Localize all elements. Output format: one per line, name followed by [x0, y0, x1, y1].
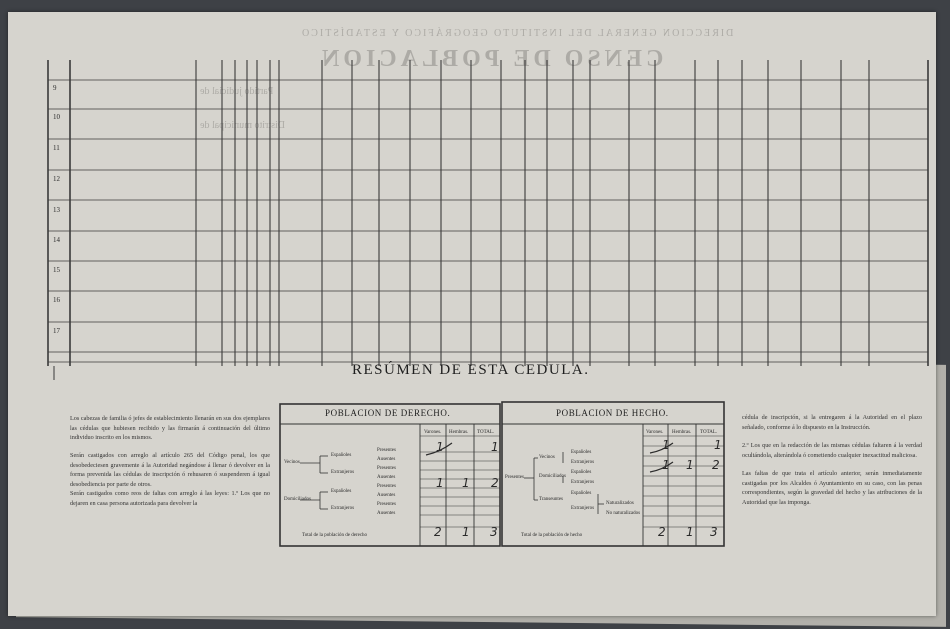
hecho-naturalizados: Naturalizados [606, 501, 634, 506]
derecho-presentes-2: Presentes [377, 466, 396, 471]
hecho-extranjeros-1: Extranjeros [571, 460, 595, 465]
hecho-total-varones: 2 [658, 525, 666, 539]
hecho-hw-varones-2: 1 [662, 458, 670, 472]
hecho-vecinos: Vecinos [539, 455, 555, 460]
row-number: 15 [53, 266, 60, 274]
hecho-espanoles-2: Españoles [571, 470, 592, 475]
bleed-through-header: DIRECCION GENERAL DEL INSTITUTO GEOGRÁFICO Y ESTADÍSTICO [300, 28, 734, 39]
row-number: 13 [53, 206, 60, 214]
hecho-extranjeros-3: Extranjeros [571, 506, 595, 511]
derecho-total-total: 3 [490, 525, 498, 539]
derecho-hw-total-2: 2 [491, 476, 499, 490]
hecho-hw-varones-1: 1 [662, 438, 670, 452]
bleed-through-distrito: Distrito municipal de [200, 120, 285, 131]
hecho-total-label: Total de la población de hecho [521, 533, 583, 538]
derecho-presentes-4: Presentes [377, 502, 396, 507]
derecho-extranjeros-1: Extranjeros [331, 470, 355, 475]
hecho-col-total: TOTAL. [700, 430, 718, 435]
hecho-espanoles-3: Españoles [571, 491, 592, 496]
hecho-hw-hembras-2: 1 [686, 458, 694, 472]
derecho-hw-hembras-2: 1 [462, 476, 470, 490]
hecho-transeuntes: Transeuntes [539, 497, 563, 502]
derecho-presentes-1: Presentes [377, 448, 396, 453]
derecho-espanoles-2: Españoles [331, 489, 352, 494]
bleed-through-title: CENSO DE POBLACION [318, 46, 664, 72]
row-number: 14 [53, 236, 60, 244]
hecho-presentes: Presentes [505, 475, 524, 480]
row-number: 9 [53, 84, 57, 92]
hecho-espanoles-1: Españoles [571, 450, 592, 455]
row-number: 16 [53, 296, 60, 304]
hecho-header: POBLACION DE HECHO. [556, 408, 669, 418]
derecho-total-varones: 2 [434, 525, 442, 539]
derecho-total-label: Total de la población de derecho [302, 533, 368, 538]
derecho-header: POBLACION DE DERECHO. [325, 408, 451, 418]
bleed-through-partido: Partido judicial de [200, 86, 274, 97]
derecho-hw-total-1: 1 [491, 440, 499, 454]
derecho-col-varones: Varones. [424, 430, 442, 435]
derecho-hw-varones-2: 1 [436, 476, 444, 490]
derecho-presentes-3: Presentes [377, 484, 396, 489]
right-instruction-1: cédula de inscripción, si la entregaren á la Autoridad en el plazo señalado, conforme á lo dispuesto en la Instrucción. [742, 414, 922, 431]
derecho-extranjeros-2: Extranjeros [331, 506, 355, 511]
row-number: 12 [53, 175, 60, 183]
right-instruction-3: Las faltas de que trata el artículo anterior, serán inmediatamente castigadas por los Alcaldes ó Ayuntamiento en su caso, con las penas correspondientes, según la gravedad del hecho y las atribuciones de la Autoridad que las imponga. [742, 470, 922, 506]
row-number: 17 [53, 327, 60, 335]
derecho-col-total: TOTAL. [477, 430, 495, 435]
hecho-col-varones: Varones. [646, 430, 664, 435]
derecho-ausentes-2: Ausentes [377, 475, 396, 480]
hecho-hw-total-1: 1 [714, 438, 722, 452]
derecho-hw-varones-1: 1 [436, 440, 444, 454]
hecho-no-naturalizados: No naturalizados [606, 511, 641, 516]
hecho-total-hembras: 1 [686, 525, 694, 539]
hecho-col-hembras: Hembras. [672, 430, 692, 435]
hecho-domiciliados: Domiciliados [539, 474, 566, 479]
right-instruction-2: 2.º Los que en la redacción de las mismas cédulas faltaren á la verdad ocultándola, alterándola ó cometiendo cualquier inexactitud maliciosa. [742, 442, 922, 459]
left-instruction-3: Serán castigados como reos de faltas con arreglo á las leyes: 1.º Los que no dejaren en casa persona autorizada para devolver la [70, 490, 270, 507]
derecho-vecinos: Vecinos [284, 460, 300, 465]
left-instruction-2: Serán castigados con arreglo al artículo 265 del Código penal, los que desobedeciesen gravemente á la Autoridad negándose á llenar ó devolver en la forma prevenida las cédulas de inscripción ó rehusaren ó suspenderen á igual desobediencia por parte de otros. [70, 452, 270, 488]
derecho-ausentes-4: Ausentes [377, 511, 396, 516]
derecho-col-hembras: Hembras. [449, 430, 469, 435]
hecho-hw-total-2: 2 [712, 458, 720, 472]
derecho-espanoles-1: Españoles [331, 453, 352, 458]
left-instruction-1: Los cabezas de familia ó jefes de establecimiento llenarán en sus dos ejemplares las cédulas que hubiesen recibido y las firmarán á continuación del último individuo inscrito en los mismos. [70, 415, 270, 442]
resumen-title: RESÚMEN DE ESTA CEDULA. [352, 362, 590, 378]
hecho-total-total: 3 [710, 525, 718, 539]
derecho-domiciliados: Domiciliados [284, 497, 311, 502]
derecho-ausentes-3: Ausentes [377, 493, 396, 498]
row-number: 11 [53, 144, 60, 152]
row-number: 10 [53, 113, 60, 121]
derecho-ausentes-1: Ausentes [377, 457, 396, 462]
derecho-total-hembras: 1 [462, 525, 470, 539]
hecho-extranjeros-2: Extranjeros [571, 480, 595, 485]
